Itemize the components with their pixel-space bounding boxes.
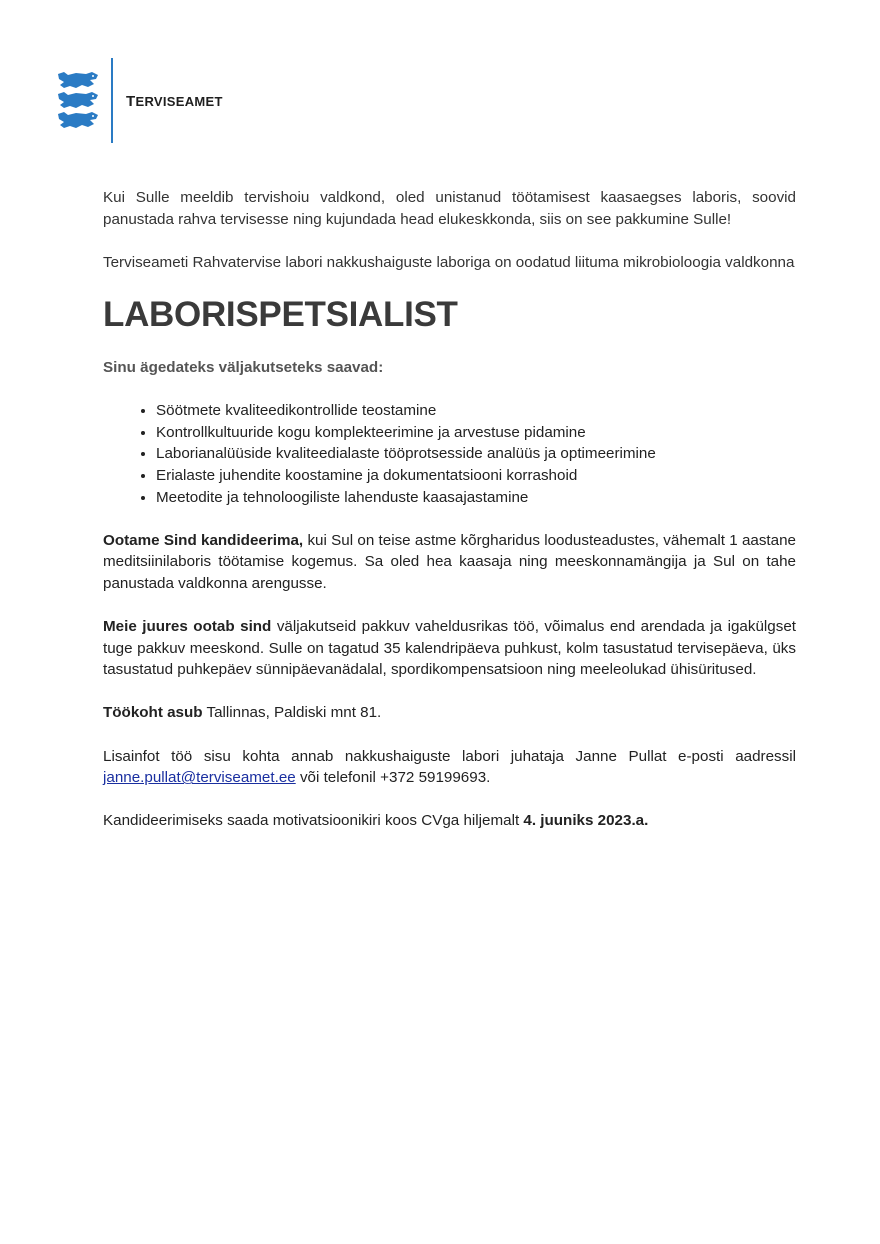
job-title: LABORISPETSIALIST [103,294,458,334]
logo-divider [111,58,113,143]
intro-invitation: Terviseameti Rahvatervise labori nakkushaiguste laboriga on oodatud liituma mikrobioloogia valdkonna [103,253,795,271]
location-lead: Töökoht asub [103,704,203,722]
duty-item: • Kontrollkultuuride kogu komplekteerimine ja arvestuse pidamine [156,422,796,444]
duty-item: • Söötmete kvaliteedikontrollide teostamine [156,400,796,422]
duty-item: • Erialaste juhendite koostamine ja dokumentatsiooni korrashoid [156,465,796,487]
job-posting [103,187,796,854]
duties-list [103,400,796,508]
requirements-paragraph [103,530,796,595]
offer-lead: Meie juures ootab sind [103,618,272,636]
location-text: Tallinnas, Paldiski mnt 81. [202,704,382,722]
deadline-paragraph [103,810,796,832]
contact-phone-text: või telefonil +372 59199693. [295,769,491,787]
intro-paragraph: Kui Sulle meeldib tervishoiu valdkond, oled unistanud töötamisest kaasaegses laboris, soovid panustada rahva tervisesse ning kujundada head elukeskkonda, siis on see pakkumine Sulle! [103,189,796,228]
duty-item: • Meetodite ja tehnoloogiliste lahenduste kaasajastamine [156,487,796,509]
three-lions-icon [56,70,100,132]
location-paragraph [103,702,796,724]
contact-email-link[interactable]: janne.pullat@terviseamet.ee [103,769,296,787]
deadline-date: 4. juuniks 2023.a. [523,812,649,830]
duties-heading: Sinu ägedateks väljakutseteks saavad: [103,358,384,376]
terviseamet-logo [56,58,276,144]
duty-item: • Laborianalüüside kvaliteedialaste tööprotsesside analüüs ja optimeerimine [156,443,796,465]
requirements-text: kui Sul on teise astme kõrgharidus loodusteadustes, vähemalt 1 aastane meditsiinilaboris töötamise kogemus. Sa oled hea kaasaja ning meeskonnamängija ja Sul on tahe panustada valdkonna arengusse. [103,531,796,592]
logo-wordmark: TERVISEAMET [126,93,223,110]
offer-text: väljakutseid pakkuv vaheldusrikas töö, võimalus end arendada ja igakülgset tuge pakkuv meeskond. Sulle on tagatud 35 kalendripäeva puhkust, kolm tasustatud tervisepäeva, üks tasustatud puhkepäev sünnipäevanädalal, spordikompensatsioon ning meeleolukad ühisüritused. [103,618,796,679]
contact-text: Lisainfot töö sisu kohta annab nakkushaiguste labori juhataja Janne Pullat e-posti aadressil [103,747,796,765]
requirements-lead: Ootame Sind kandideerima, [103,531,304,549]
offer-paragraph [103,616,796,681]
deadline-text: Kandideerimiseks saada motivatsioonikiri koos CVga hiljemalt [103,812,524,830]
contact-paragraph [103,746,796,789]
